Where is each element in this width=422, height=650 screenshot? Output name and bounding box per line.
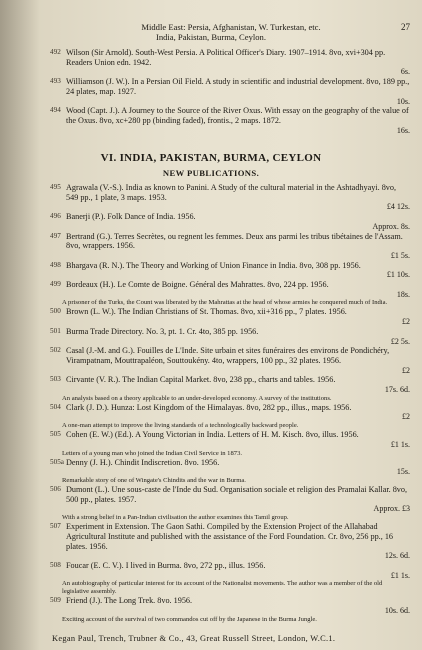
page-number: 27 bbox=[401, 22, 410, 32]
entry-503 bbox=[0, 375, 422, 394]
entry-number: 505a bbox=[50, 457, 64, 466]
entry-text: Cirvante (V. R.). The Indian Capital Market. 8vo, 238 pp., charts and tables. 1956. bbox=[66, 375, 336, 385]
entry-508 bbox=[0, 561, 422, 580]
entry-price: Approx. 8s. bbox=[372, 221, 410, 231]
entry-note: With a strong belief in a Pan-Indian civilisation the author examines this Tamil group. bbox=[62, 514, 289, 522]
entry-text: Wilson (Sir Arnold). South-West Persia. A Political Officer's Diary. 1907–1914. 8vo, xvi+304 pp. Readers Union edn. 1942. bbox=[66, 48, 386, 67]
entry-493 bbox=[0, 77, 422, 106]
header-line-2: India, Pakistan, Burma, Ceylon. bbox=[155, 32, 267, 42]
entry-note: A prisoner of the Turks, the Count was liberated by the Mahrattas at the head of whose armies he conquered much of India. bbox=[62, 299, 388, 307]
entry-price: 18s. bbox=[396, 289, 410, 299]
entry-text: Experiment in Extension. The Gaon Sathi. Compiled by the Extension Project of the Allahabad Agricultural Institute and published with the assistance of the Ford Foundation. Cr. 8vo, 256 pp., 16 plates. 1956. bbox=[66, 522, 394, 551]
entry-number: 508 bbox=[50, 560, 61, 569]
entry-price: £2 bbox=[402, 317, 410, 327]
entry-note: Letters of a young man who joined the Indian Civil Service in 1873. bbox=[62, 449, 243, 457]
entry-number: 502 bbox=[50, 346, 61, 355]
entry-text: Cohen (E. W.) (Ed.). A Young Victorian in India. Letters of H. M. Kisch. 8vo, illus. 1956. bbox=[66, 430, 359, 440]
entry-500 bbox=[0, 307, 422, 326]
entry-note: A one-man attempt to improve the living standards of a technologically backward people. bbox=[62, 422, 299, 430]
entry-505 bbox=[0, 430, 422, 449]
publisher-footer: Kegan Paul, Trench, Trubner & Co., 43, Great Russell Street, London, W.C.1. bbox=[52, 634, 336, 643]
entry-price: £2 5s. bbox=[390, 336, 410, 346]
entry-506 bbox=[0, 485, 422, 514]
entry-text: Agrawala (V.-S.). India as known to Panini. A Study of the cultural material in the Ashtadhyayi. 8vo, 549 pp., 1 plate, 3 maps. 1953. bbox=[66, 183, 397, 202]
entry-price: 6s. bbox=[400, 67, 410, 77]
entry-price: 12s. 6d. bbox=[384, 551, 410, 561]
new-publications-list bbox=[0, 183, 422, 624]
entry-text: Clark (J. D.). Hunza: Lost Kingdom of the Himalayas. 8vo, 282 pp., illus., maps. 1956. bbox=[66, 402, 352, 412]
entry-505a bbox=[0, 458, 422, 477]
entry-price: 10s. 6d. bbox=[384, 606, 410, 616]
entry-text: Bertrand (G.). Terres Secrètes, ou regnent les femmes. Deux ans parmi les tribus tibétaines de l'Assam. 8vo, wrappers. 1956. bbox=[66, 231, 403, 251]
entry-number: 493 bbox=[50, 77, 61, 86]
entry-number: 503 bbox=[50, 375, 61, 384]
entry-price: Approx. £3 bbox=[373, 504, 410, 514]
entry-number: 500 bbox=[50, 307, 61, 316]
entry-492 bbox=[0, 48, 422, 77]
entry-499 bbox=[0, 280, 422, 299]
entry-text: Denny (J. H.). Chindit Indiscretion. 8vo. 1956. bbox=[66, 457, 220, 467]
entry-number: 501 bbox=[50, 326, 61, 335]
entry-text: Williamson (J. W.). In a Persian Oil Field. A study in scientific and industrial development. 8vo, 189 pp., 24 plates, map. 1927. bbox=[66, 77, 410, 96]
entry-498 bbox=[0, 261, 422, 280]
entry-price: £2 bbox=[402, 412, 410, 422]
entry-text: Foucar (E. C. V.). I lived in Burma. 8vo, 272 pp., illus. 1956. bbox=[66, 560, 266, 570]
entry-number: 507 bbox=[50, 522, 61, 531]
entry-number: 505 bbox=[50, 430, 61, 439]
entry-495 bbox=[0, 183, 422, 212]
entry-502 bbox=[0, 346, 422, 375]
entry-number: 494 bbox=[50, 106, 61, 115]
entry-number: 498 bbox=[50, 260, 61, 269]
section-title: VI. INDIA, PAKISTAN, BURMA, CEYLON bbox=[100, 152, 322, 164]
entry-price: 16s. bbox=[396, 125, 410, 135]
entry-number: 495 bbox=[50, 183, 61, 191]
entry-number: 509 bbox=[50, 596, 61, 605]
entry-496 bbox=[0, 212, 422, 231]
entry-price: £4 12s. bbox=[386, 202, 410, 212]
entry-number: 496 bbox=[50, 212, 61, 221]
entry-text: Bhargava (R. N.). The Theory and Working of Union Finance in India. 8vo, 308 pp. 1956. bbox=[66, 260, 361, 270]
entry-494 bbox=[0, 106, 422, 135]
entry-number: 492 bbox=[50, 48, 61, 56]
entry-number: 504 bbox=[50, 402, 61, 411]
entry-509 bbox=[0, 596, 422, 615]
entry-note: Exciting account of the survival of two commandos cut off by the Japanese in the Burma Jungle. bbox=[62, 615, 317, 623]
entry-text: Dumont (L.). Une sous-caste de l'Inde du Sud. Organisation sociale et religion des Pramalai Kallar. 8vo, 500 pp., plates. 1957. bbox=[66, 484, 408, 504]
entry-price: £1 10s. bbox=[386, 270, 410, 280]
entry-number: 506 bbox=[50, 484, 61, 493]
entry-504 bbox=[0, 403, 422, 422]
entry-price: £1 5s. bbox=[390, 250, 410, 260]
entry-text: Burma Trade Directory. No. 3, pt. 1. Cr. 4to, 385 pp. 1956. bbox=[66, 326, 259, 336]
entry-507 bbox=[0, 522, 422, 561]
entry-price: £2 bbox=[402, 365, 410, 375]
entry-price: 10s. bbox=[396, 96, 410, 106]
entry-note: Remarkable story of one of Wingate's Chindits and the war in Burma. bbox=[62, 476, 246, 484]
entry-number: 497 bbox=[50, 231, 61, 240]
entry-note: An autobiography of particular interest for its account of the Nationalist movements. The author was a member of the old legislative assembly. bbox=[62, 580, 383, 596]
entry-text: Casal (J.-M. and G.). Fouilles de L'Inde. Site urbain et sites funéraires des environs de Pondichéry, Virampatnam, Mouttrapaléon, Souttoukény. 4to, wrappers, 100 pp., 32 plates. 1956. bbox=[66, 346, 390, 365]
entry-text: Banerji (P.). Folk Dance of India. 1956. bbox=[66, 212, 196, 222]
entry-price: 15s. bbox=[396, 467, 410, 477]
entry-text: Friend (J.). The Long Trek. 8vo. 1956. bbox=[66, 596, 193, 606]
section-subtitle: NEW PUBLICATIONS. bbox=[162, 168, 260, 178]
top-entries bbox=[0, 48, 422, 135]
entry-text: Wood (Capt. J.). A Journey to the Source of the River Oxus. With essay on the geography of the value of the Oxus. 8vo, xc+280 pp (binding faded), frontis., 2 maps. 1872. bbox=[66, 106, 409, 125]
entry-price: £1 1s. bbox=[390, 570, 410, 580]
running-header bbox=[0, 22, 422, 42]
entry-number: 499 bbox=[50, 280, 61, 289]
entry-text: Brown (L. W.). The Indian Christians of St. Thomas. 8vo, xii+316 pp., 7 plates. 1956. bbox=[66, 307, 347, 317]
entry-price: £1 1s. bbox=[390, 439, 410, 449]
header-line-1: Middle East: Persia, Afghanistan, W. Turkestan, etc. bbox=[141, 22, 321, 32]
entry-note: An analysis based on a theory applicable to an under-developed economy. A survey of the institutions. bbox=[62, 394, 332, 402]
entry-text: Bordeaux (H.). Le Comte de Boigne. Général des Mahrattes. 8vo, 224 pp. 1956. bbox=[66, 280, 329, 290]
entry-501 bbox=[0, 327, 422, 346]
entry-497 bbox=[0, 232, 422, 261]
entry-price: 17s. 6d. bbox=[384, 385, 410, 395]
